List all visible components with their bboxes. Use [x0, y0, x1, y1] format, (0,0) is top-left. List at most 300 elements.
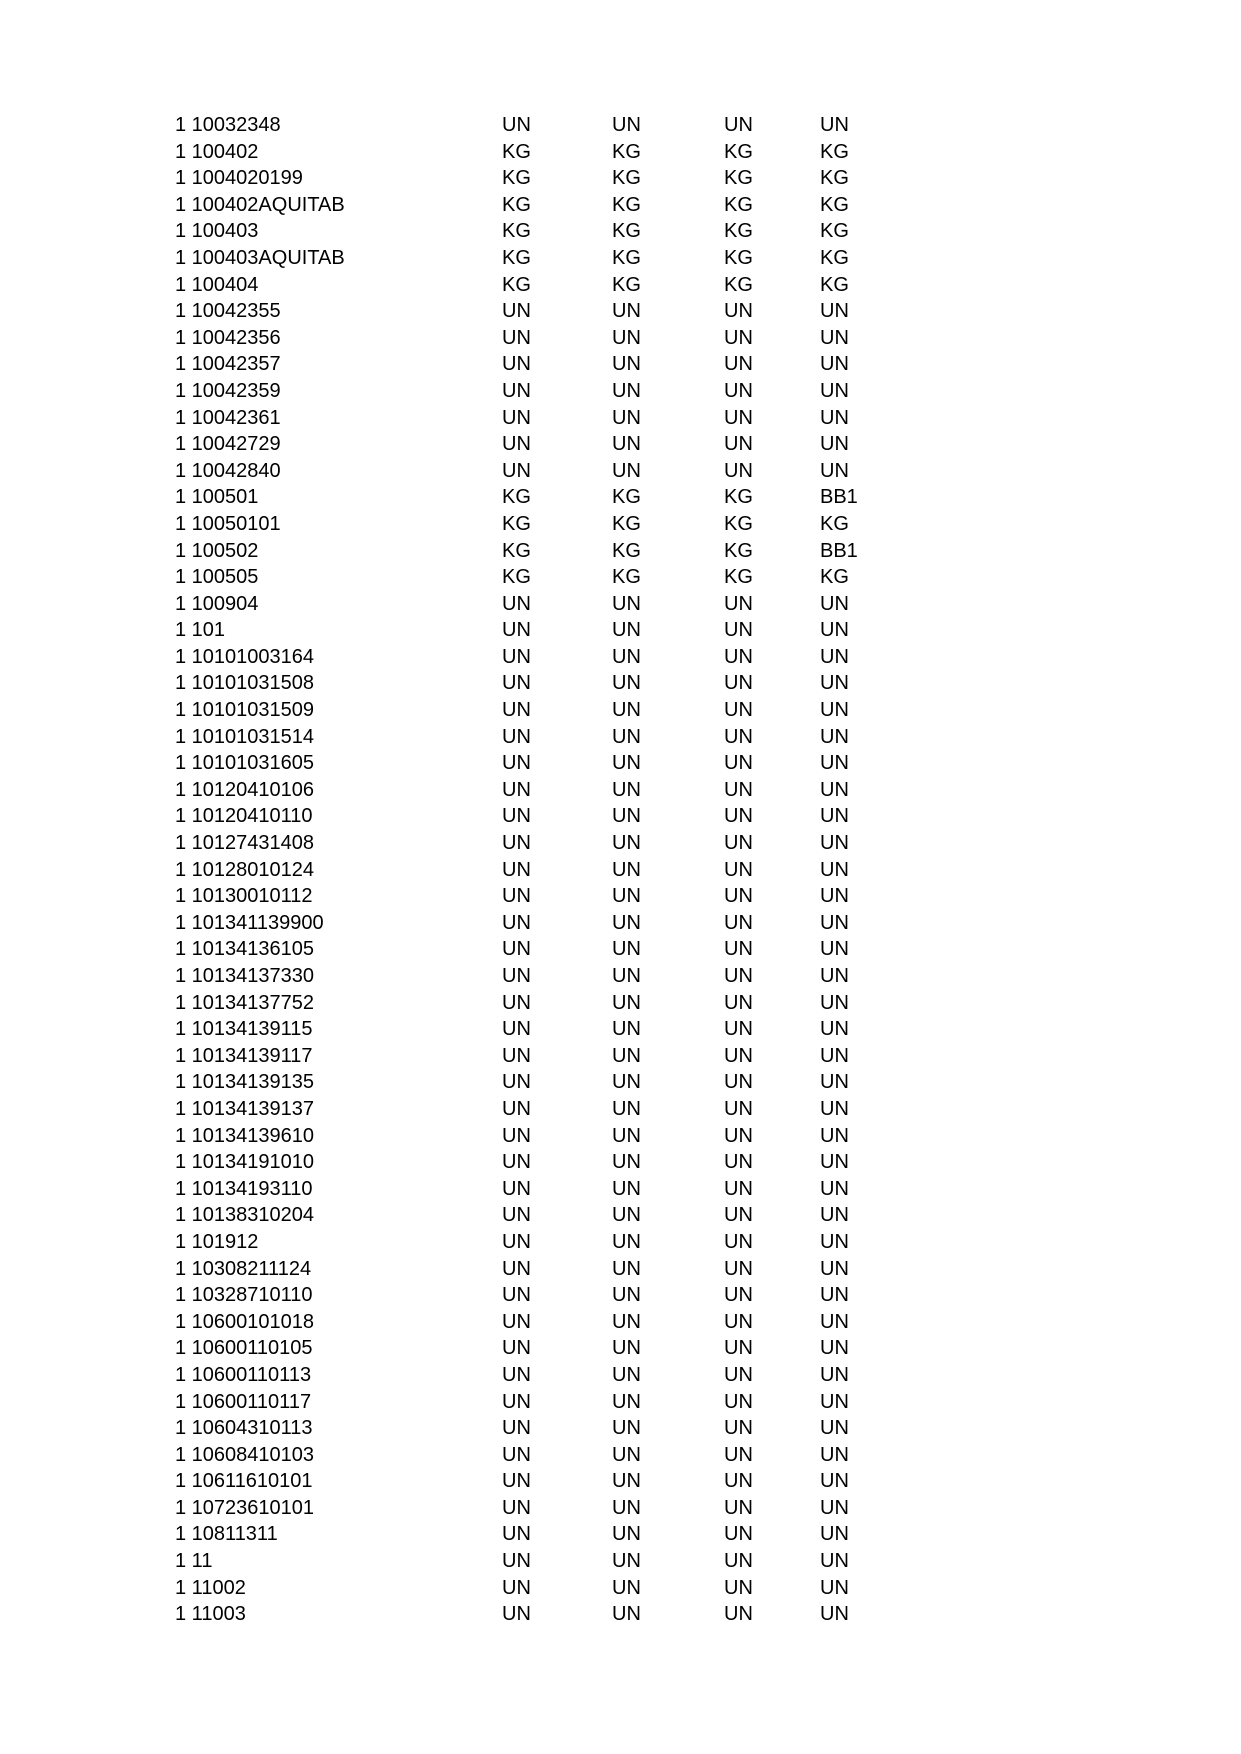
item-code-cell: 1 10600110105	[175, 1337, 313, 1360]
table-row	[0, 218, 1241, 245]
item-code-cell: 1 100402AQUITAB	[175, 193, 345, 216]
unit-cell-3: UN	[724, 645, 753, 668]
unit-cell-2: KG	[612, 246, 641, 269]
unit-cell-1: UN	[502, 1310, 531, 1333]
unit-cell-1: KG	[502, 193, 531, 216]
unit-cell-1: UN	[502, 459, 531, 482]
unit-cell-3: UN	[724, 326, 753, 349]
table-row	[0, 724, 1241, 751]
unit-cell-4: KG	[820, 140, 849, 163]
unit-cell-2: UN	[612, 1097, 641, 1120]
unit-cell-2: UN	[612, 1390, 641, 1413]
table-row	[0, 1176, 1241, 1203]
table-row	[0, 245, 1241, 272]
unit-cell-2: UN	[612, 1443, 641, 1466]
unit-cell-3: UN	[724, 1284, 753, 1307]
unit-cell-3: UN	[724, 300, 753, 323]
unit-cell-4: UN	[820, 406, 849, 429]
unit-cell-3: UN	[724, 1603, 753, 1626]
unit-cell-1: UN	[502, 592, 531, 615]
unit-cell-3: UN	[724, 353, 753, 376]
unit-cell-4: UN	[820, 778, 849, 801]
unit-cell-3: KG	[724, 140, 753, 163]
unit-cell-4: UN	[820, 832, 849, 855]
unit-cell-4: UN	[820, 885, 849, 908]
unit-cell-4: UN	[820, 1550, 849, 1573]
unit-cell-4: KG	[820, 193, 849, 216]
table-row	[0, 750, 1241, 777]
item-code-cell: 1 10134139137	[175, 1097, 315, 1120]
unit-cell-3: UN	[724, 379, 753, 402]
unit-cell-2: UN	[612, 1523, 641, 1546]
unit-cell-1: UN	[502, 326, 531, 349]
unit-cell-1: UN	[502, 725, 531, 748]
unit-cell-1: UN	[502, 1470, 531, 1493]
table-row	[0, 1096, 1241, 1123]
unit-cell-1: UN	[502, 406, 531, 429]
item-code-cell: 1 100502	[175, 539, 259, 562]
table-row	[0, 511, 1241, 538]
unit-cell-3: KG	[724, 539, 753, 562]
item-code-cell: 1 10811311	[175, 1523, 278, 1546]
item-code-cell: 1 10608410103	[175, 1443, 315, 1466]
unit-cell-1: UN	[502, 1204, 531, 1227]
table-row	[0, 325, 1241, 352]
unit-cell-3: UN	[724, 1044, 753, 1067]
item-code-cell: 1 100904	[175, 592, 259, 615]
unit-cell-2: UN	[612, 300, 641, 323]
unit-cell-3: UN	[724, 938, 753, 961]
unit-cell-2: UN	[612, 1018, 641, 1041]
unit-cell-4: UN	[820, 1363, 849, 1386]
unit-cell-4: KG	[820, 167, 849, 190]
table-row	[0, 777, 1241, 804]
item-code-cell: 1 100404	[175, 273, 259, 296]
table-row	[0, 1495, 1241, 1522]
item-code-cell: 1 10134139117	[175, 1044, 313, 1067]
unit-cell-4: UN	[820, 1257, 849, 1280]
unit-cell-1: UN	[502, 1496, 531, 1519]
unit-cell-1: UN	[502, 752, 531, 775]
unit-cell-2: UN	[612, 672, 641, 695]
table-row	[0, 1362, 1241, 1389]
unit-cell-2: UN	[612, 778, 641, 801]
table-row	[0, 1202, 1241, 1229]
unit-cell-3: UN	[724, 1523, 753, 1546]
unit-cell-3: UN	[724, 114, 753, 136]
unit-cell-2: UN	[612, 1417, 641, 1440]
unit-cell-3: UN	[724, 592, 753, 615]
unit-cell-1: KG	[502, 273, 531, 296]
item-code-cell: 1 10042361	[175, 406, 281, 429]
unit-cell-1: UN	[502, 885, 531, 908]
item-code-cell: 1 10050101	[175, 512, 281, 535]
unit-cell-2: UN	[612, 858, 641, 881]
unit-cell-3: UN	[724, 672, 753, 695]
item-code-cell: 1 10308211124	[175, 1257, 312, 1280]
unit-cell-2: UN	[612, 1124, 641, 1147]
unit-cell-3: UN	[724, 433, 753, 456]
unit-cell-4: UN	[820, 1496, 849, 1519]
unit-cell-2: UN	[612, 379, 641, 402]
unit-cell-3: UN	[724, 619, 753, 642]
item-code-cell: 1 10128010124	[175, 858, 315, 881]
item-code-cell: 1 10134139115	[175, 1018, 313, 1041]
unit-cell-2: KG	[612, 273, 641, 296]
table-row	[0, 936, 1241, 963]
item-code-cell: 1 10723610101	[175, 1496, 315, 1519]
table-row	[0, 963, 1241, 990]
unit-cell-2: KG	[612, 566, 641, 589]
unit-cell-1: UN	[502, 1443, 531, 1466]
item-code-cell: 1 10101031508	[175, 672, 315, 695]
unit-cell-2: UN	[612, 1470, 641, 1493]
unit-cell-2: UN	[612, 938, 641, 961]
unit-cell-1: UN	[502, 832, 531, 855]
unit-cell-2: KG	[612, 193, 641, 216]
table-row	[0, 298, 1241, 325]
unit-cell-1: KG	[502, 486, 531, 509]
table-row	[0, 1335, 1241, 1362]
unit-cell-4: UN	[820, 353, 849, 376]
table-row	[0, 1309, 1241, 1336]
unit-cell-3: KG	[724, 246, 753, 269]
table-row	[0, 803, 1241, 830]
unit-cell-1: UN	[502, 645, 531, 668]
unit-cell-1: UN	[502, 300, 531, 323]
unit-cell-4: UN	[820, 1124, 849, 1147]
item-code-cell: 1 101912	[175, 1230, 259, 1253]
unit-cell-4: UN	[820, 805, 849, 828]
unit-cell-3: UN	[724, 1576, 753, 1599]
unit-cell-4: KG	[820, 512, 849, 535]
unit-cell-3: UN	[724, 832, 753, 855]
table-row	[0, 910, 1241, 937]
item-code-cell: 1 100403	[175, 220, 259, 243]
item-code-cell: 1 10611610101	[175, 1470, 313, 1493]
table-row	[0, 670, 1241, 697]
data-table	[0, 112, 1241, 1628]
unit-cell-4: UN	[820, 1204, 849, 1227]
unit-cell-2: UN	[612, 1337, 641, 1360]
unit-cell-1: UN	[502, 991, 531, 1014]
unit-cell-3: UN	[724, 752, 753, 775]
unit-cell-1: UN	[502, 379, 531, 402]
unit-cell-2: UN	[612, 699, 641, 722]
unit-cell-4: UN	[820, 1071, 849, 1094]
unit-cell-4: UN	[820, 459, 849, 482]
table-row	[0, 697, 1241, 724]
item-code-cell: 1 10042729	[175, 433, 281, 456]
unit-cell-4: UN	[820, 645, 849, 668]
table-row	[0, 431, 1241, 458]
unit-cell-3: KG	[724, 193, 753, 216]
unit-cell-4: UN	[820, 379, 849, 402]
item-code-cell: 1 100402	[175, 140, 259, 163]
unit-cell-4: UN	[820, 1337, 849, 1360]
table-row	[0, 564, 1241, 591]
unit-cell-4: UN	[820, 991, 849, 1014]
item-code-cell: 1 11	[175, 1550, 213, 1573]
unit-cell-1: UN	[502, 1417, 531, 1440]
unit-cell-2: UN	[612, 1496, 641, 1519]
unit-cell-3: UN	[724, 725, 753, 748]
table-row	[0, 1282, 1241, 1309]
unit-cell-2: UN	[612, 725, 641, 748]
unit-cell-3: UN	[724, 1310, 753, 1333]
unit-cell-2: UN	[612, 1576, 641, 1599]
item-code-cell: 1 10101003164	[175, 645, 315, 668]
unit-cell-2: KG	[612, 486, 641, 509]
unit-cell-2: UN	[612, 1044, 641, 1067]
unit-cell-3: UN	[724, 858, 753, 881]
unit-cell-1: UN	[502, 1018, 531, 1041]
unit-cell-3: KG	[724, 220, 753, 243]
unit-cell-3: UN	[724, 1018, 753, 1041]
item-code-cell: 1 10127431408	[175, 832, 315, 855]
unit-cell-2: UN	[612, 1603, 641, 1626]
unit-cell-4: UN	[820, 938, 849, 961]
table-row	[0, 1123, 1241, 1150]
unit-cell-2: UN	[612, 1151, 641, 1174]
unit-cell-1: UN	[502, 1124, 531, 1147]
item-code-cell: 1 11002	[175, 1576, 246, 1599]
table-row	[0, 139, 1241, 166]
item-code-cell: 1 10328710110	[175, 1284, 313, 1307]
unit-cell-1: UN	[502, 1337, 531, 1360]
unit-cell-1: UN	[502, 1363, 531, 1386]
item-code-cell: 1 10042356	[175, 326, 281, 349]
unit-cell-1: UN	[502, 1151, 531, 1174]
item-code-cell: 1 10130010112	[175, 885, 313, 908]
item-code-cell: 1 10134139135	[175, 1071, 315, 1094]
unit-cell-1: KG	[502, 220, 531, 243]
item-code-cell: 1 10600101018	[175, 1310, 315, 1333]
item-code-cell: 1 100501	[175, 486, 259, 509]
unit-cell-1: KG	[502, 566, 531, 589]
unit-cell-4: UN	[820, 619, 849, 642]
unit-cell-1: KG	[502, 246, 531, 269]
table-row	[0, 484, 1241, 511]
unit-cell-3: UN	[724, 1337, 753, 1360]
unit-cell-3: UN	[724, 778, 753, 801]
item-code-cell: 1 101341139900	[175, 911, 324, 934]
table-row	[0, 272, 1241, 299]
unit-cell-2: UN	[612, 1550, 641, 1573]
unit-cell-1: UN	[502, 965, 531, 987]
item-code-cell: 1 10032348	[175, 114, 281, 136]
unit-cell-4: UN	[820, 1470, 849, 1493]
unit-cell-2: UN	[612, 1363, 641, 1386]
item-code-cell: 1 10134136105	[175, 938, 315, 961]
unit-cell-1: UN	[502, 353, 531, 376]
item-code-cell: 1 100505	[175, 566, 259, 589]
unit-cell-4: UN	[820, 1390, 849, 1413]
item-code-cell: 1 10134139610	[175, 1124, 315, 1147]
table-row	[0, 538, 1241, 565]
table-row	[0, 830, 1241, 857]
unit-cell-4: UN	[820, 1151, 849, 1174]
unit-cell-1: UN	[502, 1523, 531, 1546]
unit-cell-2: KG	[612, 140, 641, 163]
unit-cell-1: UN	[502, 1284, 531, 1307]
item-code-cell: 1 10042840	[175, 459, 281, 482]
unit-cell-3: UN	[724, 805, 753, 828]
unit-cell-1: UN	[502, 805, 531, 828]
unit-cell-4: UN	[820, 1230, 849, 1253]
unit-cell-4: UN	[820, 1523, 849, 1546]
unit-cell-2: UN	[612, 619, 641, 642]
unit-cell-3: UN	[724, 1470, 753, 1493]
table-row	[0, 1442, 1241, 1469]
unit-cell-1: KG	[502, 167, 531, 190]
unit-cell-2: UN	[612, 433, 641, 456]
table-row	[0, 378, 1241, 405]
unit-cell-2: UN	[612, 406, 641, 429]
unit-cell-2: UN	[612, 965, 641, 987]
unit-cell-4: UN	[820, 592, 849, 615]
unit-cell-3: UN	[724, 1417, 753, 1440]
unit-cell-1: UN	[502, 619, 531, 642]
table-row	[0, 1415, 1241, 1442]
unit-cell-3: KG	[724, 273, 753, 296]
table-row	[0, 591, 1241, 618]
table-row	[0, 1069, 1241, 1096]
item-code-cell: 1 1004020199	[175, 167, 303, 190]
unit-cell-2: KG	[612, 512, 641, 535]
unit-cell-2: UN	[612, 1257, 641, 1280]
unit-cell-3: UN	[724, 1071, 753, 1094]
unit-cell-1: UN	[502, 1257, 531, 1280]
unit-cell-4: UN	[820, 433, 849, 456]
unit-cell-4: UN	[820, 699, 849, 722]
item-code-cell: 1 10604310113	[175, 1417, 313, 1440]
unit-cell-4: KG	[820, 273, 849, 296]
unit-cell-1: UN	[502, 778, 531, 801]
unit-cell-3: UN	[724, 1257, 753, 1280]
table-row	[0, 1149, 1241, 1176]
unit-cell-3: UN	[724, 1230, 753, 1253]
unit-cell-2: UN	[612, 885, 641, 908]
unit-cell-4: UN	[820, 1310, 849, 1333]
unit-cell-4: UN	[820, 1417, 849, 1440]
unit-cell-4: UN	[820, 911, 849, 934]
unit-cell-2: KG	[612, 539, 641, 562]
unit-cell-4: UN	[820, 114, 849, 136]
table-row	[0, 1256, 1241, 1283]
unit-cell-3: UN	[724, 965, 753, 987]
unit-cell-4: UN	[820, 1044, 849, 1067]
unit-cell-1: UN	[502, 911, 531, 934]
unit-cell-3: UN	[724, 1550, 753, 1573]
unit-cell-1: UN	[502, 1576, 531, 1599]
item-code-cell: 1 10120410110	[175, 805, 313, 828]
item-code-cell: 1 10042355	[175, 300, 281, 323]
unit-cell-4: KG	[820, 246, 849, 269]
unit-cell-2: UN	[612, 1230, 641, 1253]
unit-cell-2: UN	[612, 114, 641, 136]
table-row	[0, 112, 1241, 139]
item-code-cell: 1 10600110117	[175, 1390, 312, 1413]
unit-cell-1: KG	[502, 512, 531, 535]
table-row	[0, 1229, 1241, 1256]
unit-cell-3: KG	[724, 566, 753, 589]
unit-cell-1: UN	[502, 1230, 531, 1253]
unit-cell-2: UN	[612, 459, 641, 482]
unit-cell-4: UN	[820, 672, 849, 695]
item-code-cell: 1 10101031509	[175, 699, 315, 722]
unit-cell-2: UN	[612, 1310, 641, 1333]
table-row	[0, 1521, 1241, 1548]
unit-cell-4: UN	[820, 1603, 849, 1626]
unit-cell-3: UN	[724, 1204, 753, 1227]
unit-cell-2: UN	[612, 326, 641, 349]
unit-cell-2: UN	[612, 645, 641, 668]
item-code-cell: 1 10134137330	[175, 965, 315, 987]
item-code-cell: 1 10042357	[175, 353, 281, 376]
unit-cell-2: UN	[612, 752, 641, 775]
table-row	[0, 1575, 1241, 1602]
table-row	[0, 165, 1241, 192]
unit-cell-3: UN	[724, 885, 753, 908]
unit-cell-3: UN	[724, 991, 753, 1014]
table-row	[0, 192, 1241, 219]
unit-cell-1: UN	[502, 1071, 531, 1094]
table-row	[0, 1389, 1241, 1416]
unit-cell-3: UN	[724, 1496, 753, 1519]
unit-cell-4: UN	[820, 752, 849, 775]
unit-cell-2: KG	[612, 220, 641, 243]
unit-cell-1: KG	[502, 539, 531, 562]
unit-cell-4: BB1	[820, 539, 858, 562]
unit-cell-4: UN	[820, 1284, 849, 1307]
item-code-cell: 1 10042359	[175, 379, 281, 402]
unit-cell-4: UN	[820, 300, 849, 323]
table-row	[0, 617, 1241, 644]
table-row	[0, 1548, 1241, 1575]
unit-cell-2: UN	[612, 805, 641, 828]
unit-cell-2: UN	[612, 353, 641, 376]
unit-cell-1: UN	[502, 1390, 531, 1413]
item-code-cell: 1 11003	[175, 1603, 246, 1626]
table-row	[0, 458, 1241, 485]
item-code-cell: 1 10101031514	[175, 725, 315, 748]
item-code-cell: 1 100403AQUITAB	[175, 246, 345, 269]
table-row	[0, 1043, 1241, 1070]
unit-cell-1: UN	[502, 433, 531, 456]
unit-cell-3: KG	[724, 486, 753, 509]
unit-cell-2: UN	[612, 1071, 641, 1094]
item-code-cell: 1 10600110113	[175, 1363, 312, 1386]
unit-cell-2: UN	[612, 1177, 641, 1200]
unit-cell-1: UN	[502, 1177, 531, 1200]
unit-cell-4: UN	[820, 326, 849, 349]
unit-cell-3: UN	[724, 1363, 753, 1386]
unit-cell-4: UN	[820, 1097, 849, 1120]
table-row	[0, 1468, 1241, 1495]
unit-cell-4: KG	[820, 220, 849, 243]
unit-cell-4: KG	[820, 566, 849, 589]
unit-cell-4: UN	[820, 1177, 849, 1200]
table-row	[0, 405, 1241, 432]
unit-cell-2: UN	[612, 911, 641, 934]
unit-cell-1: UN	[502, 858, 531, 881]
unit-cell-2: KG	[612, 167, 641, 190]
table-row	[0, 857, 1241, 884]
unit-cell-1: UN	[502, 1097, 531, 1120]
unit-cell-1: UN	[502, 1550, 531, 1573]
item-code-cell: 1 10134137752	[175, 991, 315, 1014]
